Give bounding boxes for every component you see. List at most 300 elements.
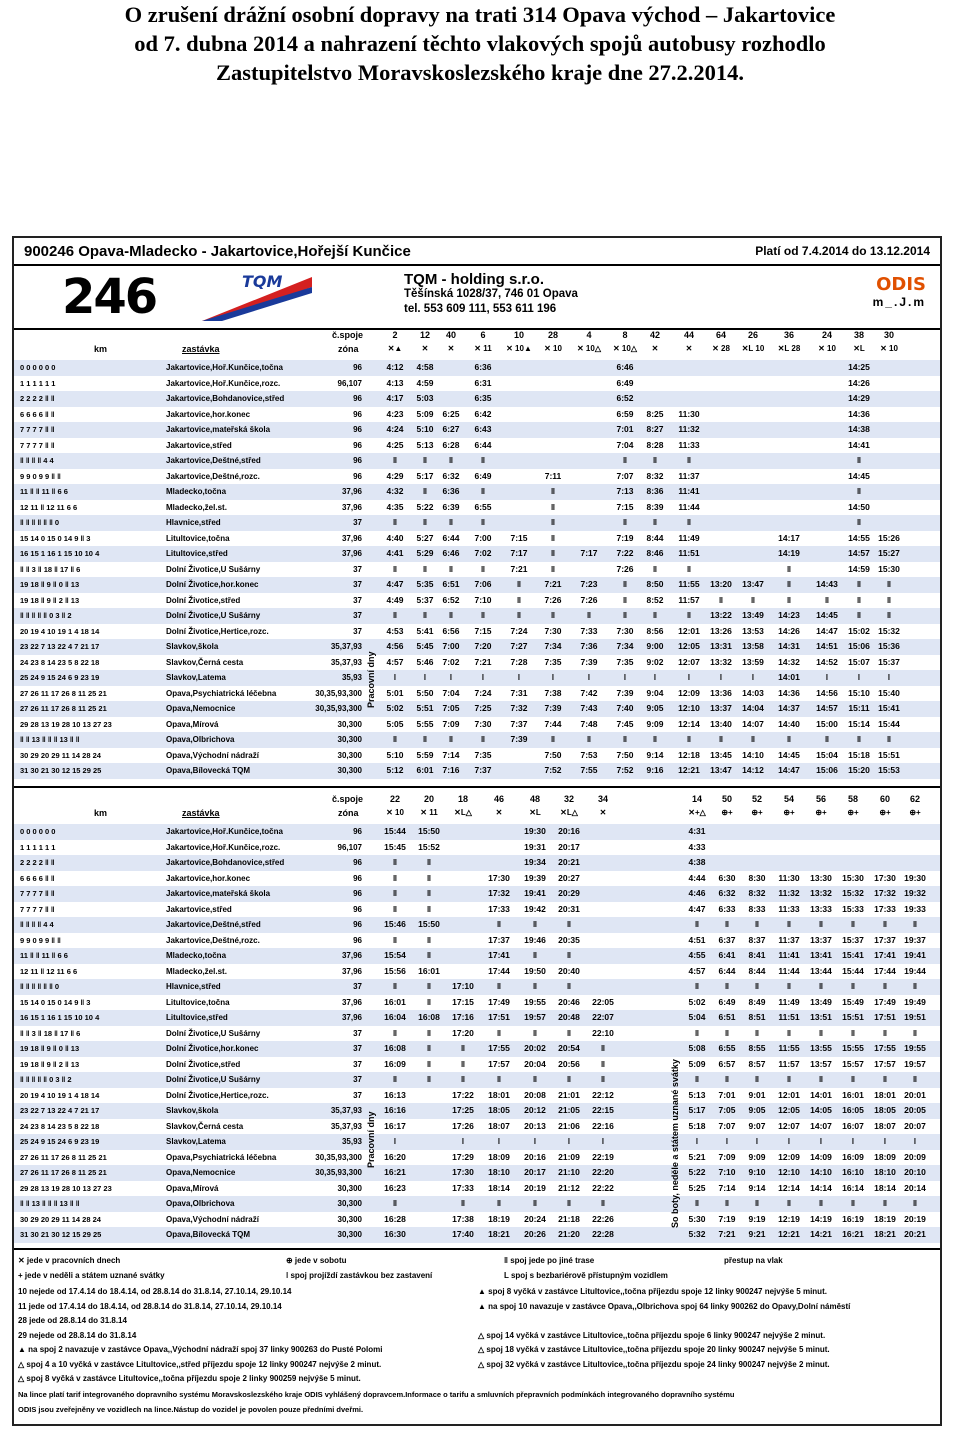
stop-name: Dolní Životice,U Sušárny: [166, 611, 261, 620]
trip-number: 4: [586, 330, 592, 340]
legend-item: ▲ spoj 8 vyčká v zastávce Litultovice,,točna příjezdu spoje 12 linky 900247 nejvýše 5 minut.: [478, 1287, 827, 1296]
departure-time: ǁ: [886, 594, 892, 605]
departure-time: 13:31: [710, 641, 732, 651]
departure-time: 11:37: [778, 934, 800, 945]
departure-time: 22:20: [592, 1167, 614, 1177]
departure-time: 14:03: [742, 687, 764, 698]
departure-time: 14:51: [816, 641, 838, 651]
departure-time: 14:01: [778, 672, 800, 682]
stop-km: ǁ ǁ ǁ ǁ ǁ 0 3 ǁ 2: [20, 1075, 72, 1084]
departure-time: 7:21: [510, 563, 528, 574]
departure-time: ǀ: [517, 672, 521, 682]
departure-time: ǁ: [652, 610, 658, 620]
departure-time: ǁ: [818, 1074, 824, 1084]
departure-time: 11:55: [778, 1043, 800, 1053]
departure-time: ǀ: [587, 672, 591, 682]
departure-time: 14:50: [848, 501, 870, 512]
departure-time: 7:32: [510, 703, 528, 713]
departure-time: ǁ: [392, 734, 398, 744]
table-row: [14, 670, 940, 686]
table-row: [14, 515, 940, 531]
table-row: [14, 608, 940, 624]
stop-zone: 30,300: [337, 1214, 362, 1224]
departure-time: 4:55: [688, 950, 706, 960]
departure-time: ǀ: [551, 672, 555, 682]
stop-km: ǁ ǁ ǁ ǁ 4 4: [20, 920, 54, 929]
stop-name: Opava,Mírová: [166, 1183, 219, 1193]
departure-time: 12:05: [678, 641, 700, 651]
departure-time: 15:57: [842, 1058, 864, 1069]
departure-time: 16:16: [384, 1105, 406, 1115]
trip-flag: ✕ 10: [544, 344, 562, 353]
stop-zone: 37: [353, 1028, 362, 1038]
table-row: [14, 391, 940, 407]
stop-name: Slavkov,škola: [166, 1106, 219, 1115]
departure-time: ǁ: [818, 1198, 824, 1208]
stop-km: 19 18 ǁ 9 ǁ 2 ǁ 13: [20, 1059, 80, 1069]
departure-time: 15:44: [878, 718, 900, 729]
departure-time: 16:17: [384, 1120, 406, 1131]
departure-time: 18:19: [488, 1213, 510, 1224]
departure-time: ǁ: [550, 563, 556, 574]
departure-time: 13:49: [810, 996, 832, 1007]
departure-time: ǀ: [883, 1136, 887, 1146]
trip-number: 46: [493, 794, 504, 804]
departure-time: 14:41: [848, 439, 870, 450]
departure-time: 7:13: [616, 486, 634, 496]
legend-item: △ spoj 4 a 10 vyčká v zastávce Litultovice,,střed příjezdu spoje 12 linky 900247 nejvýše 2 minut.: [18, 1359, 382, 1369]
departure-time: 22:12: [592, 1089, 614, 1100]
departure-time: 17:16: [452, 1012, 474, 1022]
departure-time: 7:25: [474, 703, 492, 713]
table-row: [14, 886, 940, 902]
departure-time: 16:28: [384, 1213, 406, 1224]
table-row: [14, 763, 940, 779]
departure-time: 14:12: [742, 765, 764, 775]
departure-time: 18:10: [874, 1167, 896, 1177]
departure-time: 14:10: [742, 749, 764, 760]
departure-time: ǁ: [532, 1027, 538, 1038]
departure-time: ǁ: [694, 1027, 700, 1038]
departure-time: 14:21: [810, 1229, 832, 1239]
departure-time: ǁ: [694, 981, 700, 991]
stop-zone: 96: [353, 425, 362, 434]
departure-time: 17:32: [874, 888, 896, 898]
departure-time: 19:30: [904, 872, 926, 883]
table-row: [14, 717, 940, 733]
validity-period: Platí od 7.4.2014 do 13.12.2014: [755, 244, 930, 258]
line-number: 246: [62, 269, 157, 325]
table-row: [14, 484, 940, 500]
departure-time: ǁ: [422, 610, 428, 620]
trip-number: 50: [721, 794, 732, 804]
weekend-label: So boty, neděle a státem uznané svátky: [670, 1059, 680, 1228]
stop-km: 2 2 2 2 ǁ ǁ: [20, 394, 55, 403]
departure-time: 4:40: [386, 532, 404, 543]
departure-time: ǁ: [422, 486, 428, 496]
departure-time: 5:18: [688, 1120, 706, 1131]
departure-time: 4:44: [688, 872, 706, 883]
departure-time: 6:49: [718, 996, 736, 1007]
departure-time: ǁ: [750, 734, 756, 744]
departure-time: 9:04: [646, 687, 664, 698]
departure-time: 16:08: [384, 1043, 406, 1053]
departure-time: ǁ: [426, 872, 432, 883]
departure-time: 20:05: [904, 1105, 926, 1115]
trip-flag: ✕+△: [688, 808, 706, 817]
trip-number: 6: [480, 330, 486, 340]
stop-zone: 37: [353, 1090, 362, 1100]
table-row: [14, 1072, 940, 1088]
departure-time: ǀ: [497, 1136, 501, 1146]
departure-time: 7:33: [580, 625, 598, 636]
departure-time: 7:15: [474, 625, 492, 636]
trip-flag: ✕▲: [387, 344, 403, 353]
departure-time: ǁ: [850, 1027, 856, 1038]
stop-zone: 35,93: [341, 673, 362, 682]
departure-time: 7:06: [474, 579, 492, 589]
stop-name: Jakartovice,Hoř.Kunčice,rozc.: [166, 842, 281, 852]
departure-time: ǀ: [567, 1136, 571, 1146]
departure-time: ǁ: [886, 610, 892, 620]
departure-time: 15:51: [878, 749, 900, 760]
stop-name: Jakartovice,střed: [166, 440, 232, 450]
departure-time: 22:07: [592, 1012, 614, 1022]
departure-time: 17:38: [452, 1213, 474, 1224]
departure-time: 18:09: [488, 1151, 510, 1162]
departure-time: 14:47: [778, 765, 800, 775]
departure-time: 4:51: [688, 934, 706, 945]
stop-name: Slavkov,Černá cesta: [166, 657, 244, 667]
departure-time: ǁ: [718, 594, 724, 605]
departure-time: 11:49: [778, 996, 800, 1007]
departure-time: 5:12: [386, 765, 404, 775]
departure-time: 7:38: [544, 687, 562, 698]
departure-time: 7:52: [544, 765, 562, 775]
departure-time: 4:29: [386, 470, 404, 481]
departure-time: ǁ: [392, 517, 398, 527]
departure-time: 7:05: [718, 1105, 736, 1115]
table-row: [14, 1150, 940, 1166]
departure-time: 16:05: [842, 1105, 864, 1115]
departure-time: ǁ: [460, 1058, 466, 1069]
departure-time: 9:10: [748, 1167, 766, 1177]
stop-zone: 30,35,93,300: [315, 688, 362, 698]
trip-flag: ✕L 10: [741, 344, 765, 353]
departure-time: 20:29: [558, 888, 580, 898]
departure-time: 15:54: [384, 950, 406, 960]
departure-time: 4:12: [386, 362, 404, 372]
departure-time: 14:45: [778, 749, 800, 760]
stop-name: Jakartovice,Deštné,rozc.: [166, 471, 260, 481]
departure-time: ǁ: [448, 517, 454, 527]
stop-name: Dolní Životice,U Sušárny: [166, 564, 261, 574]
departure-time: 20:19: [904, 1213, 926, 1224]
departure-time: 6:42: [474, 408, 492, 419]
trip-number: 44: [683, 330, 694, 340]
block-separator: [14, 786, 940, 788]
odis-name: ODIS: [876, 274, 926, 295]
departure-time: 19:37: [904, 934, 926, 945]
departure-time: ǁ: [392, 563, 398, 574]
departure-time: ǁ: [786, 594, 792, 605]
departure-time: 7:30: [544, 625, 562, 636]
departure-time: ǁ: [422, 455, 428, 465]
stop-name: Slavkov,Latema: [166, 1137, 226, 1146]
departure-time: 7:34: [544, 641, 562, 651]
trip-number: 40: [445, 330, 456, 340]
departure-time: 12:09: [678, 687, 700, 698]
departure-time: 4:46: [688, 888, 706, 898]
departure-time: 5:22: [416, 501, 434, 512]
stop-name: Opava,Východní nádraží: [166, 1214, 259, 1224]
departure-time: ǁ: [882, 1027, 888, 1038]
departure-time: 14:59: [848, 563, 870, 574]
departure-time: 8:30: [748, 872, 766, 883]
stop-name: Jakartovice,Hoř.Kunčice,točna: [166, 827, 283, 836]
departure-time: 7:42: [580, 687, 598, 698]
departure-time: 22:19: [592, 1151, 614, 1162]
departure-time: 17:37: [488, 934, 510, 945]
departure-time: ǁ: [422, 734, 428, 744]
departure-time: ǁ: [600, 1058, 606, 1069]
stop-zone: 37,96: [341, 549, 362, 558]
stop-zone: 30,300: [337, 1230, 362, 1239]
stop-km: 7 7 7 7 ǁ ǁ: [20, 425, 55, 434]
departure-time: 22:10: [592, 1027, 614, 1038]
legend-item: ODIS jsou zveřejněny ve vozidlech na lince.Nástup do vozidel je povolen pouze předními dveřmi.: [18, 1404, 364, 1414]
departure-time: 9:14: [646, 749, 664, 760]
departure-time: 11:51: [778, 1012, 800, 1022]
departure-time: 5:21: [688, 1151, 706, 1162]
departure-time: 12:14: [678, 718, 700, 729]
departure-time: ǀ: [423, 672, 427, 682]
departure-time: 4:24: [386, 424, 404, 434]
stop-km: 19 18 ǁ 9 ǁ 2 ǁ 13: [20, 595, 80, 605]
zone-header: zóna: [338, 808, 359, 818]
trip-flag: ✕ 28: [712, 344, 730, 353]
departure-time: 16:09: [384, 1058, 406, 1069]
departure-time: ǁ: [824, 734, 830, 744]
departure-time: ǁ: [550, 517, 556, 527]
departure-time: 15:41: [842, 950, 864, 960]
departure-time: ǁ: [850, 1074, 856, 1084]
departure-time: 20:26: [524, 1229, 546, 1239]
trip-flag: ⊕+: [847, 808, 859, 817]
departure-time: ǁ: [718, 734, 724, 744]
departure-time: 17:41: [874, 950, 896, 960]
departure-time: 15:44: [384, 826, 406, 836]
departure-time: 14:37: [778, 703, 800, 713]
table-row: [14, 1103, 940, 1119]
stop-zone: 37,96: [341, 1013, 362, 1022]
departure-time: 20:17: [524, 1167, 546, 1177]
departure-time: ǁ: [392, 888, 398, 898]
departure-time: ǁ: [686, 734, 692, 744]
departure-time: 15:52: [418, 841, 440, 852]
departure-time: 7:36: [580, 641, 598, 651]
trip-flag: ✕: [651, 344, 659, 353]
departure-time: ǁ: [480, 563, 486, 574]
trip-flag: ✕: [599, 808, 607, 817]
departure-time: ǁ: [912, 919, 918, 929]
departure-time: ǀ: [687, 672, 691, 682]
departure-time: 18:01: [488, 1089, 510, 1100]
stop-name: Mladecko,žel.st.: [166, 966, 227, 976]
departure-time: ǀ: [601, 1136, 605, 1146]
legend-item: △ spoj 14 vyčká v zastávce Litultovice,,točna příjezdu spoje 6 linky 900247 nejvýše 2 minut.: [478, 1330, 826, 1340]
departure-time: 12:09: [778, 1151, 800, 1162]
departure-time: 16:30: [384, 1229, 406, 1239]
departure-time: 19:42: [524, 903, 546, 914]
departure-time: ǁ: [724, 1074, 730, 1084]
departure-time: 5:17: [688, 1105, 706, 1115]
departure-time: 20:08: [524, 1089, 546, 1100]
departure-time: ǀ: [393, 672, 397, 682]
departure-time: 8:55: [748, 1043, 766, 1053]
departure-time: 8:57: [748, 1058, 766, 1069]
departure-time: 5:59: [416, 749, 434, 760]
departure-time: 4:33: [688, 841, 706, 852]
table-row: [14, 577, 940, 593]
departure-time: 16:04: [384, 1012, 406, 1022]
departure-time: 5:46: [416, 656, 434, 667]
table-row: [14, 1041, 940, 1057]
departure-time: 5:13: [688, 1089, 706, 1100]
departure-time: 19:31: [524, 841, 546, 852]
departure-time: ǁ: [496, 981, 502, 991]
departure-time: ǁ: [392, 934, 398, 945]
stop-km: 7 7 7 7 ǁ ǁ: [20, 889, 55, 898]
departure-time: 17:29: [452, 1151, 474, 1162]
table-row: [14, 593, 940, 609]
departure-time: ǁ: [516, 594, 522, 605]
legend-item: přestup na vlak: [724, 1256, 783, 1265]
departure-time: ǁ: [694, 1198, 700, 1208]
stop-zone: 37,96: [341, 997, 362, 1007]
departure-time: 5:13: [416, 439, 434, 450]
legend-item: ǀ spoj projíždí zastávkou bez zastavení: [286, 1270, 433, 1280]
departure-time: 4:58: [416, 362, 434, 372]
departure-time: ǁ: [856, 486, 862, 496]
departure-time: 13:51: [810, 1012, 832, 1022]
stop-zone: 37,96: [341, 951, 362, 960]
departure-time: 7:02: [474, 548, 492, 558]
departure-time: 19:46: [524, 934, 546, 945]
stop-km: 27 26 11 17 26 8 11 25 21: [20, 688, 107, 698]
departure-time: 7:35: [474, 749, 492, 760]
table-row: [14, 655, 940, 671]
table-row: [14, 1227, 940, 1243]
departure-time: 6:36: [442, 486, 460, 496]
departure-time: 6:44: [718, 965, 736, 976]
stop-km: 19 18 ǁ 9 ǁ 0 ǁ 13: [20, 580, 80, 589]
legend-item: △ spoj 18 vyčká v zastávce Litultovice,,točna příjezdu spoje 20 linky 900247 nejvýše 5 minut.: [478, 1345, 830, 1354]
departure-time: 14:01: [810, 1089, 832, 1100]
km-header: km: [94, 344, 108, 354]
departure-time: ǁ: [724, 1198, 730, 1208]
departure-time: 7:11: [544, 470, 562, 481]
departure-time: ǀ: [725, 1136, 729, 1146]
departure-time: 14:25: [848, 362, 870, 372]
departure-time: 20:09: [904, 1151, 926, 1162]
departure-time: ǀ: [481, 672, 485, 682]
departure-time: 5:08: [688, 1043, 706, 1053]
stop-km: 0 0 0 0 0 0: [20, 363, 56, 372]
departure-time: 20:27: [558, 872, 580, 883]
table-row: [14, 624, 940, 640]
trip-flag: ✕L: [529, 808, 541, 817]
departure-time: 11:49: [678, 532, 700, 543]
departure-time: 7:05: [442, 703, 460, 713]
departure-time: 7:19: [616, 532, 634, 543]
trip-flag: ✕ 10▲: [506, 344, 532, 353]
departure-time: 5:05: [386, 718, 404, 729]
stop-name: Litultovice,střed: [166, 1013, 228, 1022]
departure-time: ǁ: [392, 857, 398, 867]
departure-time: ǁ: [460, 1198, 466, 1208]
departure-time: ǁ: [856, 517, 862, 527]
departure-time: 20:19: [524, 1182, 546, 1193]
departure-time: ǁ: [426, 934, 432, 945]
departure-time: ǁ: [550, 486, 556, 496]
departure-time: 13:53: [742, 625, 764, 636]
stop-name: Dolní Životice,Hertice,rozc.: [166, 1090, 269, 1100]
departure-time: 20:01: [904, 1089, 926, 1100]
trip-flag: ✕ 10: [818, 344, 836, 353]
departure-time: 6:44: [442, 532, 460, 543]
departure-time: 4:13: [386, 377, 404, 388]
departure-time: 17:32: [488, 888, 510, 898]
trip-number: 14: [691, 794, 702, 804]
departure-time: 14:19: [778, 548, 800, 558]
trip-number: 48: [529, 794, 540, 804]
departure-time: 13:33: [810, 903, 832, 914]
departure-time: ǁ: [426, 981, 432, 991]
trip-flag: ⊕+: [815, 808, 827, 817]
departure-time: ǁ: [652, 455, 658, 465]
departure-time: 15:30: [878, 563, 900, 574]
departure-time: 20:31: [558, 903, 580, 914]
trip-flag: ✕: [421, 344, 429, 353]
departure-time: ǁ: [882, 981, 888, 991]
departure-time: 7:04: [442, 687, 460, 698]
trip-flag: ✕ 11: [474, 344, 492, 353]
departure-time: 9:19: [748, 1213, 766, 1224]
stop-km: 20 19 4 10 19 1 4 18 14: [20, 626, 100, 636]
table-row: [14, 1212, 940, 1228]
table-row: [14, 422, 940, 438]
stop-km: 24 23 8 14 23 5 8 22 18: [20, 1121, 100, 1131]
departure-time: 13:59: [742, 656, 764, 667]
departure-time: 21:06: [558, 1120, 580, 1131]
departure-time: 14:47: [816, 625, 838, 636]
departure-time: 17:57: [488, 1058, 510, 1069]
departure-time: ǁ: [600, 1043, 606, 1053]
trip-flag: ✕L: [853, 344, 865, 353]
trip-flag: ✕ 11: [420, 808, 438, 817]
departure-time: ǁ: [886, 734, 892, 744]
departure-time: ǁ: [694, 1074, 700, 1084]
table-row: [14, 1134, 940, 1150]
table-row: [14, 871, 940, 887]
departure-time: ǁ: [754, 919, 760, 929]
departure-time: 11:32: [678, 424, 700, 434]
departure-time: 15:50: [418, 826, 440, 836]
departure-time: 11:57: [678, 594, 700, 605]
departure-time: ǀ: [825, 672, 829, 682]
departure-time: ǁ: [566, 1198, 572, 1208]
